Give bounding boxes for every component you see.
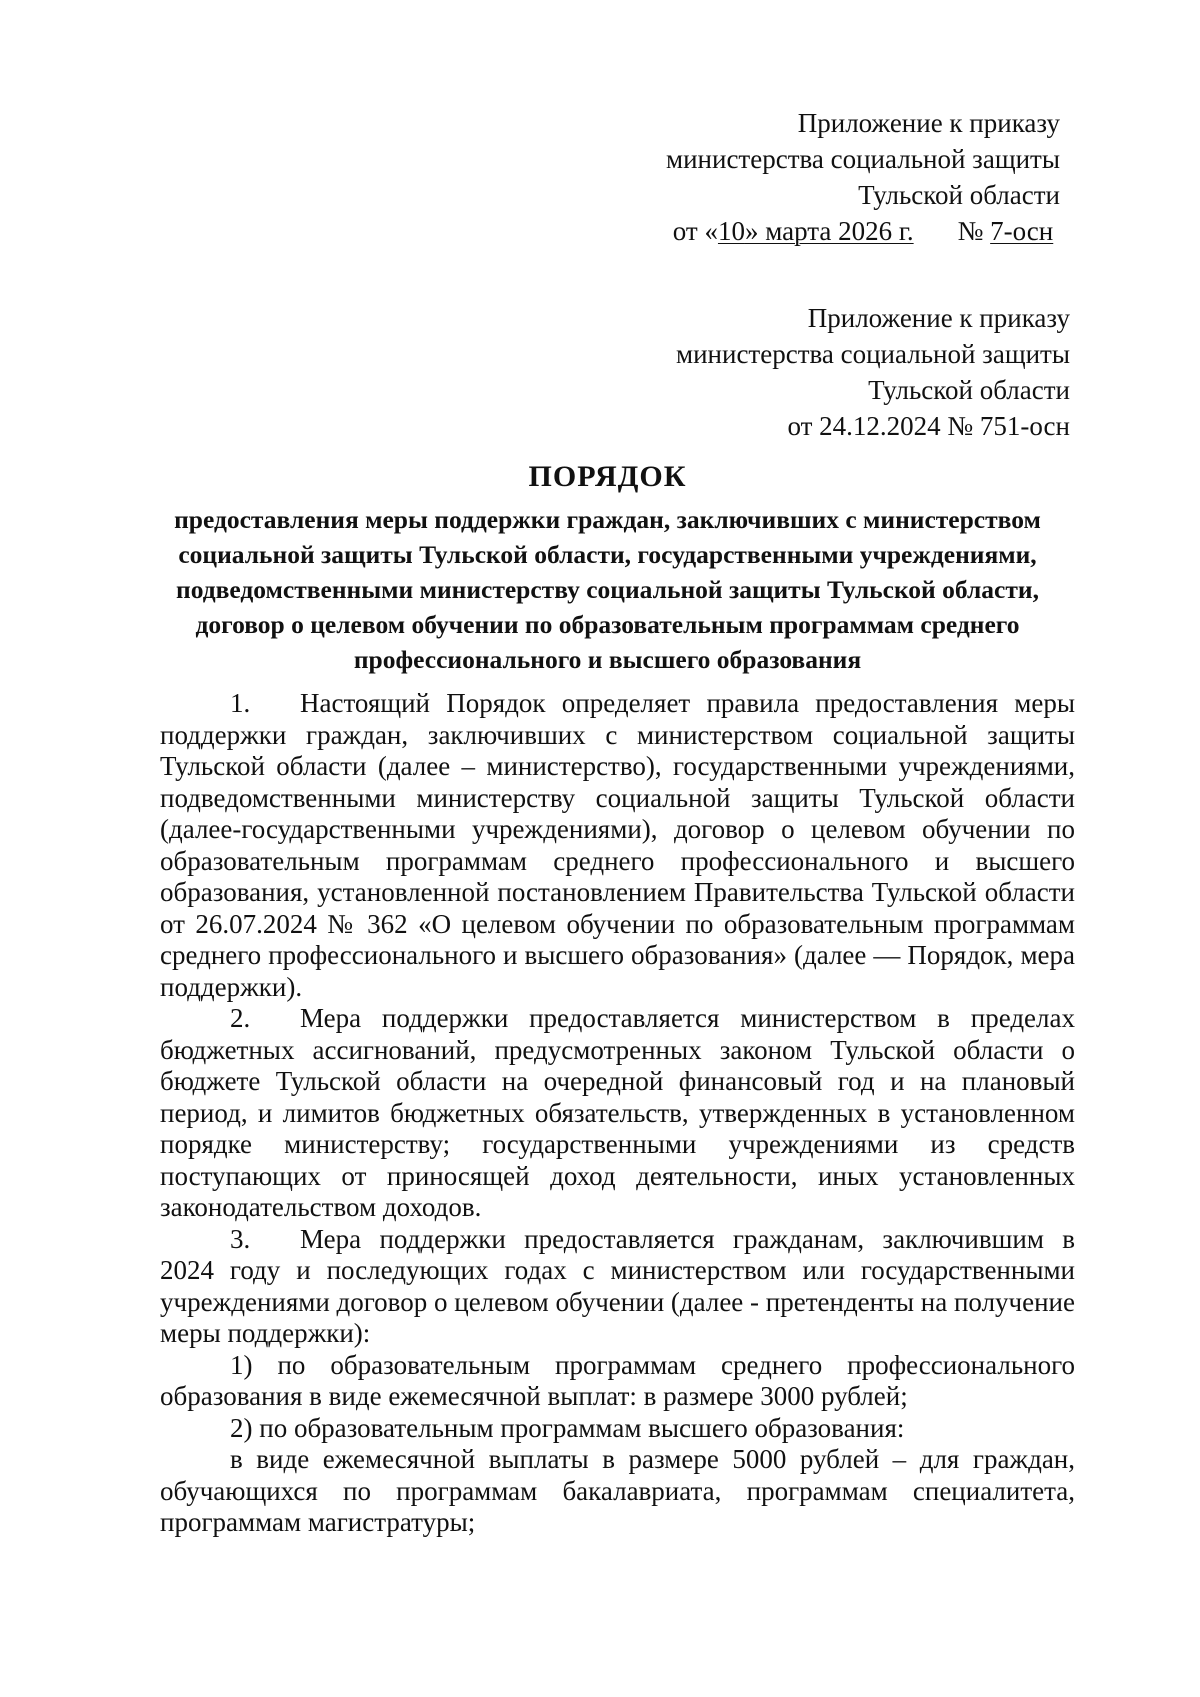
attachment-line: от 24.12.2024 № 751-осн: [787, 411, 1070, 441]
attachment-line: Тульской области: [858, 180, 1060, 210]
subparagraph-2a: в виде ежемесячной выплаты в размере 5000 рублей – для граждан, обучающихся по программам бакалавриата, программам специалитета, программам магистратуры;: [160, 1444, 1075, 1537]
number-value: 7-осн: [990, 216, 1054, 246]
attachment-line: Приложение к приказу: [807, 303, 1070, 333]
attachment-header-new: [500, 105, 1060, 249]
attachment-header-old: [510, 300, 1070, 444]
subtitle-line: подведомственными министерству социальной защиты Тульской области,: [176, 575, 1039, 604]
date-day: 10: [717, 216, 745, 246]
subparagraph-2: 2) по образовательным программам высшего образования:: [230, 1412, 905, 1443]
paragraph-2: [160, 1003, 1075, 1224]
title-main: ПОРЯДОК: [528, 460, 687, 493]
document-title: [140, 458, 1075, 677]
subtitle-line: договор о целевом обучении по образовательным программам среднего: [195, 610, 1020, 639]
paragraph-number: 1.: [230, 688, 251, 718]
paragraph-text: Мера поддержки предоставляется министерством в пределах бюджетных ассигнований, предусмотренных законом Тульской области о бюджете Тульской области на очередной финансовый год и на плановый период, и лимитов бюджетных обязательств, утвержденных в установленном порядке министерству; государственными учреждениями из средств поступающих от приносящей доход деятельности, иных установленных законодательством доходов.: [160, 1003, 1075, 1222]
attachment-line: министерства социальной защиты: [676, 339, 1070, 369]
title-subtitle: [140, 502, 1075, 677]
date-prefix: от «: [672, 216, 718, 246]
document-body: [160, 688, 1075, 1539]
attachment-line: Приложение к приказу: [797, 108, 1060, 138]
paragraph-1: [160, 688, 1075, 1003]
paragraph-number: 2.: [230, 1003, 251, 1033]
paragraph-number: 3.: [230, 1223, 251, 1254]
subparagraph-1: 1) по образовательным программам среднего профессионального образования в виде ежемесячной выплат: в размере 3000 рублей;: [160, 1349, 1075, 1411]
date-rest: » марта 2026 г.: [744, 216, 914, 246]
subtitle-line: профессионального и высшего образования: [353, 645, 862, 674]
date-underlined: [718, 216, 914, 246]
attachment-line: министерства социальной защиты: [666, 144, 1060, 174]
paragraph-3: [160, 1224, 1075, 1350]
subtitle-line: социальной защиты Тульской области, государственными учреждениями,: [178, 540, 1037, 569]
attachment-date-line: [500, 213, 1060, 249]
paragraph-text: Настоящий Порядок определяет правила предоставления меры поддержки граждан, заключивших с министерством социальной защиты Тульской области (далее – министерство), государственными учреждениями, подведомственными министерству социальной защиты Тульской области (далее-государственными учреждениями), договор о целевом обучении по образовательным программам среднего профессионального и высшего образования, установленной постановлением Правительства Тульской области от 26.07.2024 № 362 «О целевом обучении по образовательным программам среднего профессионального и высшего образования» (далее — Порядок, мера поддержки).: [160, 688, 1075, 1002]
number-prefix: №: [957, 216, 991, 246]
attachment-line: Тульской области: [868, 375, 1070, 405]
paragraph-text: Мера поддержки предоставляется гражданам, заключившим в 2024 году и последующих годах с министерством или государственными учреждениями договор о целевом обучении (далее - претенденты на получение меры поддержки):: [160, 1223, 1075, 1348]
subtitle-line: предоставления меры поддержки граждан, заключивших с министерством: [174, 505, 1041, 534]
